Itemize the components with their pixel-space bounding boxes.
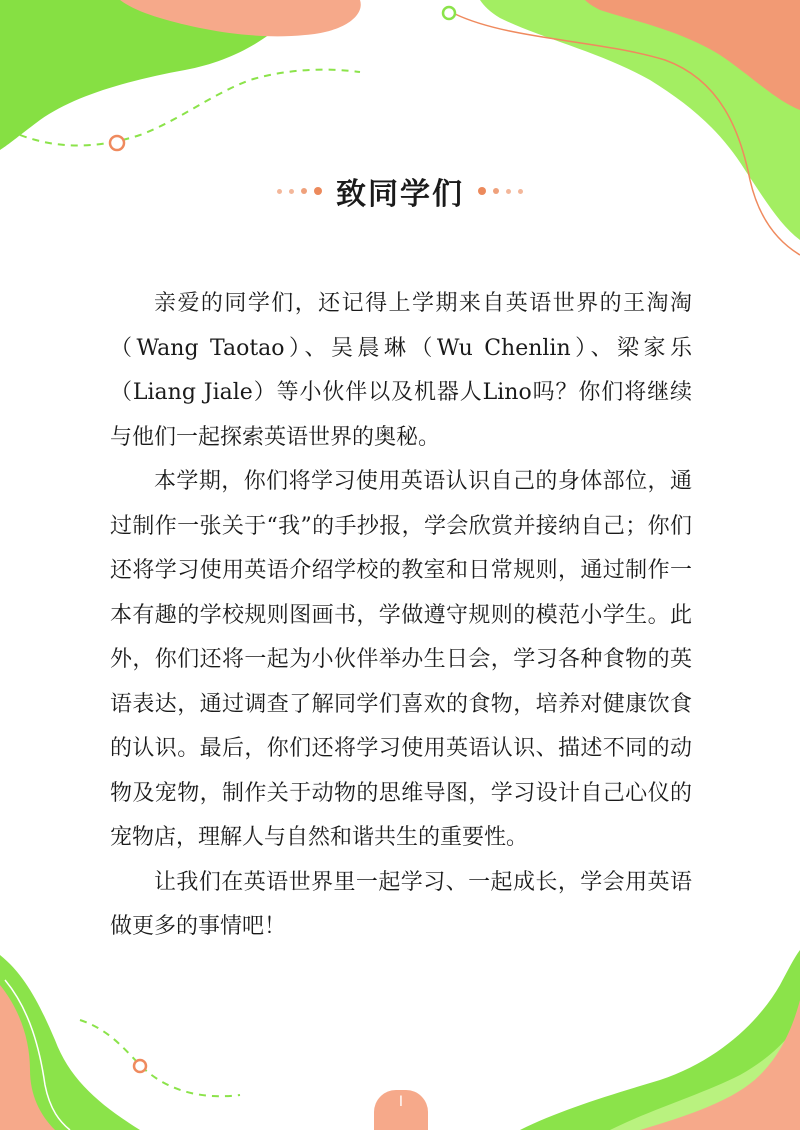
bottom-left-dashed-line	[80, 1020, 240, 1096]
title-right-dots	[478, 187, 523, 195]
title-row	[0, 166, 800, 216]
top-right-ring	[443, 7, 455, 19]
bottom-left-ring	[134, 1060, 146, 1072]
top-left-ring	[110, 136, 124, 150]
paragraph-1: 亲爱的同学们，还记得上学期来自英语世界的王淘淘（Wang Taotao）、吴晨琳（Wu Chenlin）、梁家乐（Liang Jiale）等小伙伴以及机器人Lino吗？你们将继续与他们一起探索英语世界的奥秘。	[110, 291, 692, 450]
paragraph-3: 让我们在英语世界里一起学习、一起成长，学会用英语做更多的事情吧！	[110, 869, 692, 939]
title-left-dots	[277, 187, 322, 195]
page-title: 致同学们	[336, 177, 464, 212]
letter-body	[110, 282, 692, 950]
paragraph-2: 本学期，你们将学习使用英语认识自己的身体部位，通过制作一张关于“我”的手抄报，学会欣赏并接纳自己；你们还将学习使用英语介绍学校的教室和日常规则，通过制作一本有趣的学校规则图画书，学做遵守规则的模范小学生。此外，你们还将一起为小伙伴举办生日会，学习各种食物的英语表达，通过调查了解同学们喜欢的食物，培养对健康饮食的认识。最后，你们还将学习使用英语认识、描述不同的动物及宠物，制作关于动物的思维导图，学习设计自己心仪的宠物店，理解人与自然和谐共生的重要性。	[110, 469, 692, 850]
page-number: Ⅰ	[398, 1094, 404, 1110]
